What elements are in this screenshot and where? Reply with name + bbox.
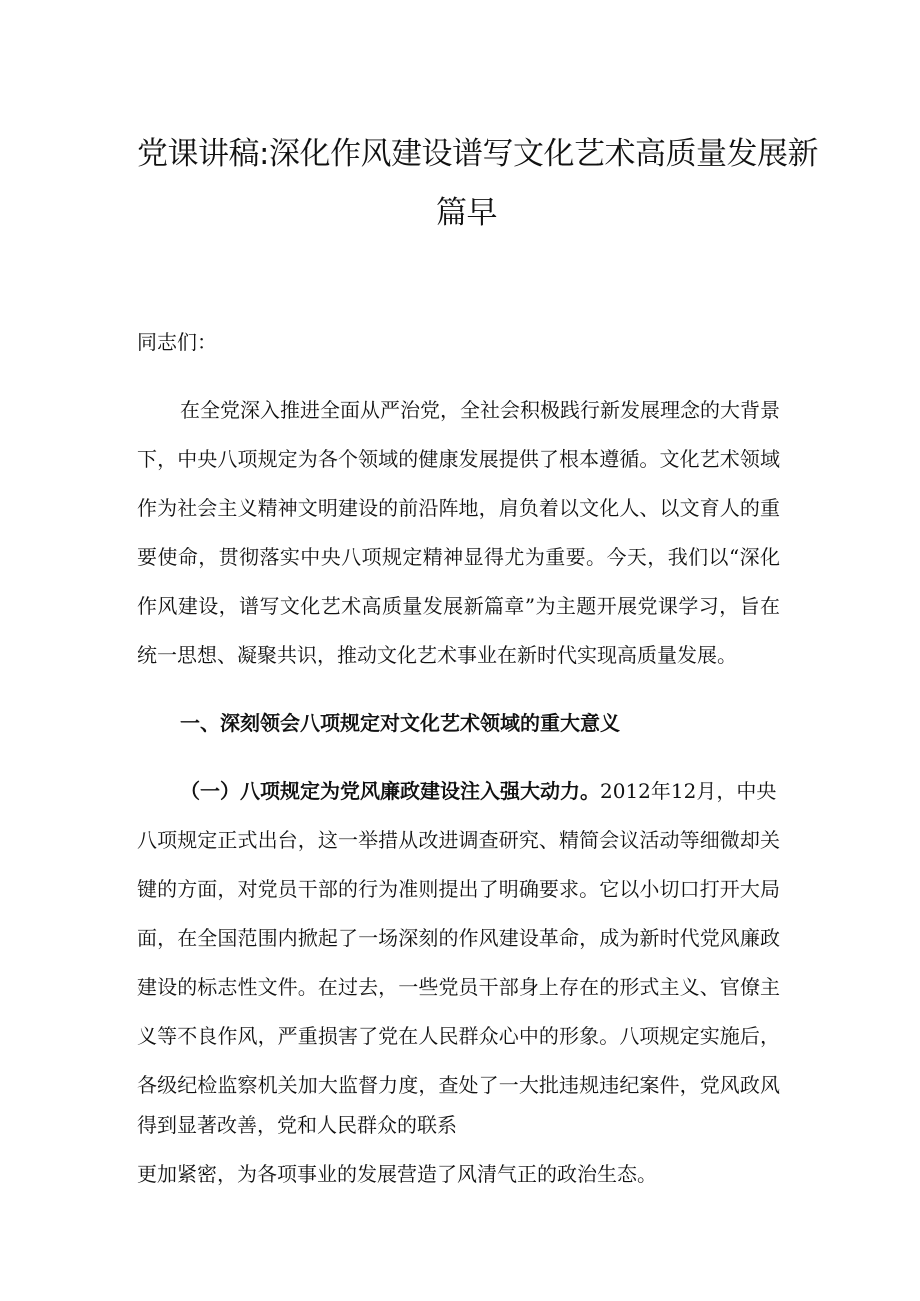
subsection-1-line-6: 义等不良作风，严重损害了党在人民群众心中的形象。八项规定实施后， (137, 1024, 780, 1048)
subsection-1-first-line (180, 779, 776, 803)
subsection-1-line-2: 八项规定正式出台，这一举措从改进调查研究、精简会议活动等细微却关 (137, 828, 780, 852)
intro-line-2: 下，中央八项规定为各个领域的健康发展提供了根本遵循。文化艺术领域 (137, 447, 780, 471)
intro-line-3: 作为社会主义精神文明建设的前沿阵地，肩负着以文化人、以文育人的重 (137, 496, 780, 520)
intro-line-1: 在全党深入推进全面从严治党，全社会积极践行新发展理念的大背景 (180, 398, 780, 422)
subsection-1-heading: （一）八项规定为党风廉政建设注入强大动力。 (180, 779, 600, 803)
subsection-1-line-5: 建设的标志性文件。在过去，一些党员干部身上存在的形式主义、官僚主 (137, 975, 780, 999)
intro-line-4: 要使命，贯彻落实中央八项规定精神显得尤为重要。今天，我们以“深化 (137, 545, 780, 569)
intro-line-5: 作风建设，谱写文化艺术高质量发展新篇章”为主题开展党课学习，旨在 (137, 594, 780, 618)
subsection-1-line-7: 各级纪检监察机关加大监督力度，查处了一大批违规违纪案件，党风政风 (137, 1073, 780, 1097)
section-1-heading: 一、深刻领会八项规定对文化艺术领域的重大意义 (180, 711, 620, 735)
document-title-line-2: 篇早 (436, 195, 497, 231)
intro-line-6: 统一思想、凝聚共识，推动文化艺术事业在新时代实现高质量发展。 (137, 643, 737, 667)
subsection-1-line-4: 面，在全国范围内掀起了一场深刻的作风建设革命，成为新时代党风廉政 (137, 926, 780, 950)
salutation: 同志们： (137, 330, 217, 354)
document-title-line-1: 党课讲稿:深化作风建设谱写文化艺术高质量发展新 (137, 136, 818, 172)
subsection-1-line-3: 键的方面，对党员干部的行为准则提出了明确要求。它以小切口打开大局 (137, 877, 780, 901)
subsection-1-first-text: 2012年12月，中央 (600, 779, 777, 803)
subsection-1-line-8: 得到显著改善，党和人民群众的联系 (137, 1113, 457, 1137)
subsection-1-line-9: 更加紧密，为各项事业的发展营造了风清气正的政治生态。 (137, 1162, 657, 1186)
